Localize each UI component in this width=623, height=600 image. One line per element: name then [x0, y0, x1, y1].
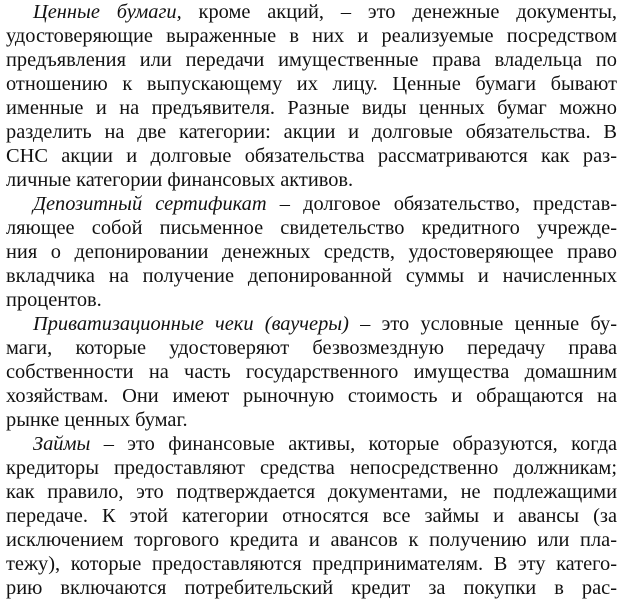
text-line: тежу), которые предоставляются предпринимателям. В эту катего- [6, 553, 617, 575]
line-text: – долговое обязательство, представ- [266, 193, 618, 215]
text-line: именные и на предъявителя. Разные виды ценных бумаг можно [6, 97, 617, 119]
text-line [33, 432, 617, 456]
text-line: ния о депонировании денежных средств, удостоверяющее право [6, 241, 617, 263]
text-line: вкладчика на получение депонированной суммы и начисленных [6, 265, 617, 287]
text-line: предъявления или передачи имущественные права владельца по [6, 49, 617, 71]
line-text: – это финансовые активы, которые образуются, когда [90, 433, 617, 455]
text-line: как правило, это подтверждается документами, не подлежащими [6, 481, 617, 503]
text-line: отношению к выпускающему их лицу. Ценные бумаги бывают [6, 73, 617, 95]
text-line: личные категории финансовых активов. [6, 169, 354, 191]
text-line: передаче. К этой категории относятся все займы и авансы (за [6, 505, 617, 527]
term-privatization-checks: Приватизационные чеки (ваучеры) [33, 313, 349, 335]
text-line: маги, которые удостоверяют безвозмездную передачу права [6, 337, 617, 359]
text-line: ляющее собой письменное свидетельство кредитного учрежде- [6, 217, 617, 239]
text-line: СНС акции и долговые обязательства рассматриваются как раз- [6, 145, 617, 167]
text-line [33, 312, 617, 336]
term-deposit-certificate: Депозитный сертификат [33, 193, 267, 215]
text-line [33, 192, 617, 216]
term-loans: Займы [33, 433, 91, 455]
text-line: разделить на две категории: акции и долговые обязательства. В [6, 121, 617, 143]
text-line: процентов. [6, 289, 102, 311]
text-line: рынке ценных бумаг. [6, 409, 188, 431]
text-line [33, 0, 617, 24]
text-line: удостоверяющие выраженные в них и реализуемые посредством [6, 25, 617, 47]
text-line: исключением торгового кредита и авансов к получению или пла- [6, 529, 617, 551]
line-text: кроме акций, – это денежные документы, [181, 1, 617, 23]
text-line: кредиторы предоставляют средства непосредственно должникам; [6, 457, 617, 479]
line-text: – это условные ценные бу- [348, 313, 618, 335]
term-securities: Ценные бумаги, [33, 1, 182, 23]
text-line: собственности на часть государственного имущества домашним [6, 361, 617, 383]
text-line: хозяйствам. Они имеют рыночную стоимость и обращаются на [6, 385, 617, 407]
text-line: рию включаются потребительский кредит за покупки в рас- [6, 577, 617, 599]
